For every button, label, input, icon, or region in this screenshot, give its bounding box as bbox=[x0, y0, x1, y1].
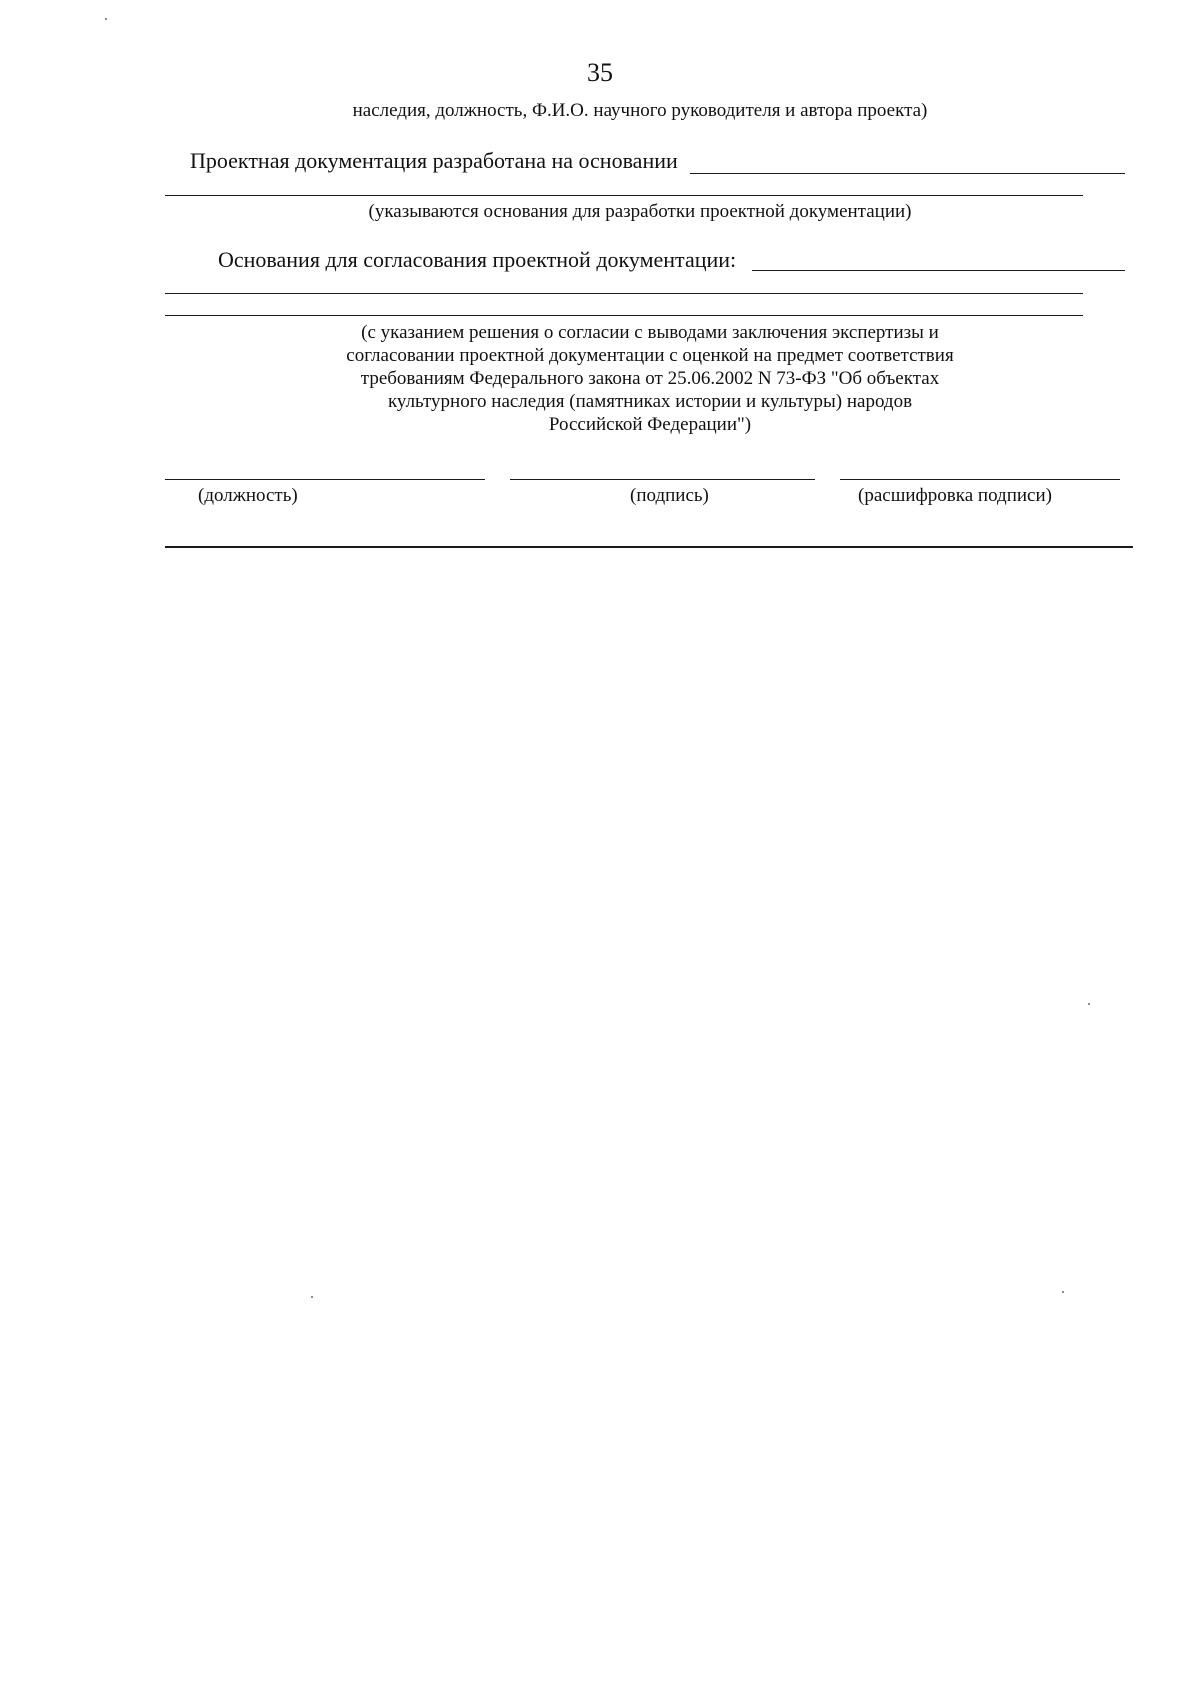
scan-speck bbox=[1062, 1291, 1064, 1293]
continuation-line: наследия, должность, Ф.И.О. научного руководителя и автора проекта) bbox=[352, 100, 928, 121]
basis-fill-line bbox=[690, 173, 1125, 174]
position-caption: (должность) bbox=[198, 485, 298, 506]
basis-fill-line-2 bbox=[165, 195, 1083, 196]
scan-speck bbox=[105, 18, 107, 20]
closing-rule bbox=[165, 546, 1133, 548]
decoding-caption: (расшифровка подписи) bbox=[858, 485, 1052, 506]
approval-caption bbox=[230, 321, 1070, 436]
approval-fill-line-2 bbox=[165, 293, 1083, 294]
approval-caption-line: (с указанием решения о согласии с выводами заключения экспертизы и bbox=[361, 322, 939, 343]
approval-fill-line-3 bbox=[165, 315, 1083, 316]
approval-caption-line: Российской Федерации") bbox=[548, 414, 752, 435]
basis-label: Проектная документация разработана на основании bbox=[190, 148, 678, 173]
page-number: 35 bbox=[587, 58, 613, 87]
approval-caption-line: культурного наследия (памятниках истории и культуры) народов bbox=[387, 391, 913, 412]
signature-caption: (подпись) bbox=[630, 485, 709, 506]
approval-caption-line: согласовании проектной документации с оценкой на предмет соответствия bbox=[346, 345, 954, 366]
scan-speck bbox=[1088, 1003, 1090, 1005]
basis-caption: (указываются основания для разработки проектной документации) bbox=[368, 201, 912, 222]
approval-label: Основания для согласования проектной документации: bbox=[218, 247, 737, 272]
position-fill-line bbox=[165, 479, 485, 480]
signature-fill-line bbox=[510, 479, 815, 480]
approval-caption-line: требованиям Федерального закона от 25.06.2002 N 73-ФЗ "Об объектах bbox=[360, 368, 940, 389]
approval-fill-line bbox=[752, 270, 1125, 271]
decoding-fill-line bbox=[840, 479, 1120, 480]
scan-speck bbox=[311, 1296, 313, 1298]
